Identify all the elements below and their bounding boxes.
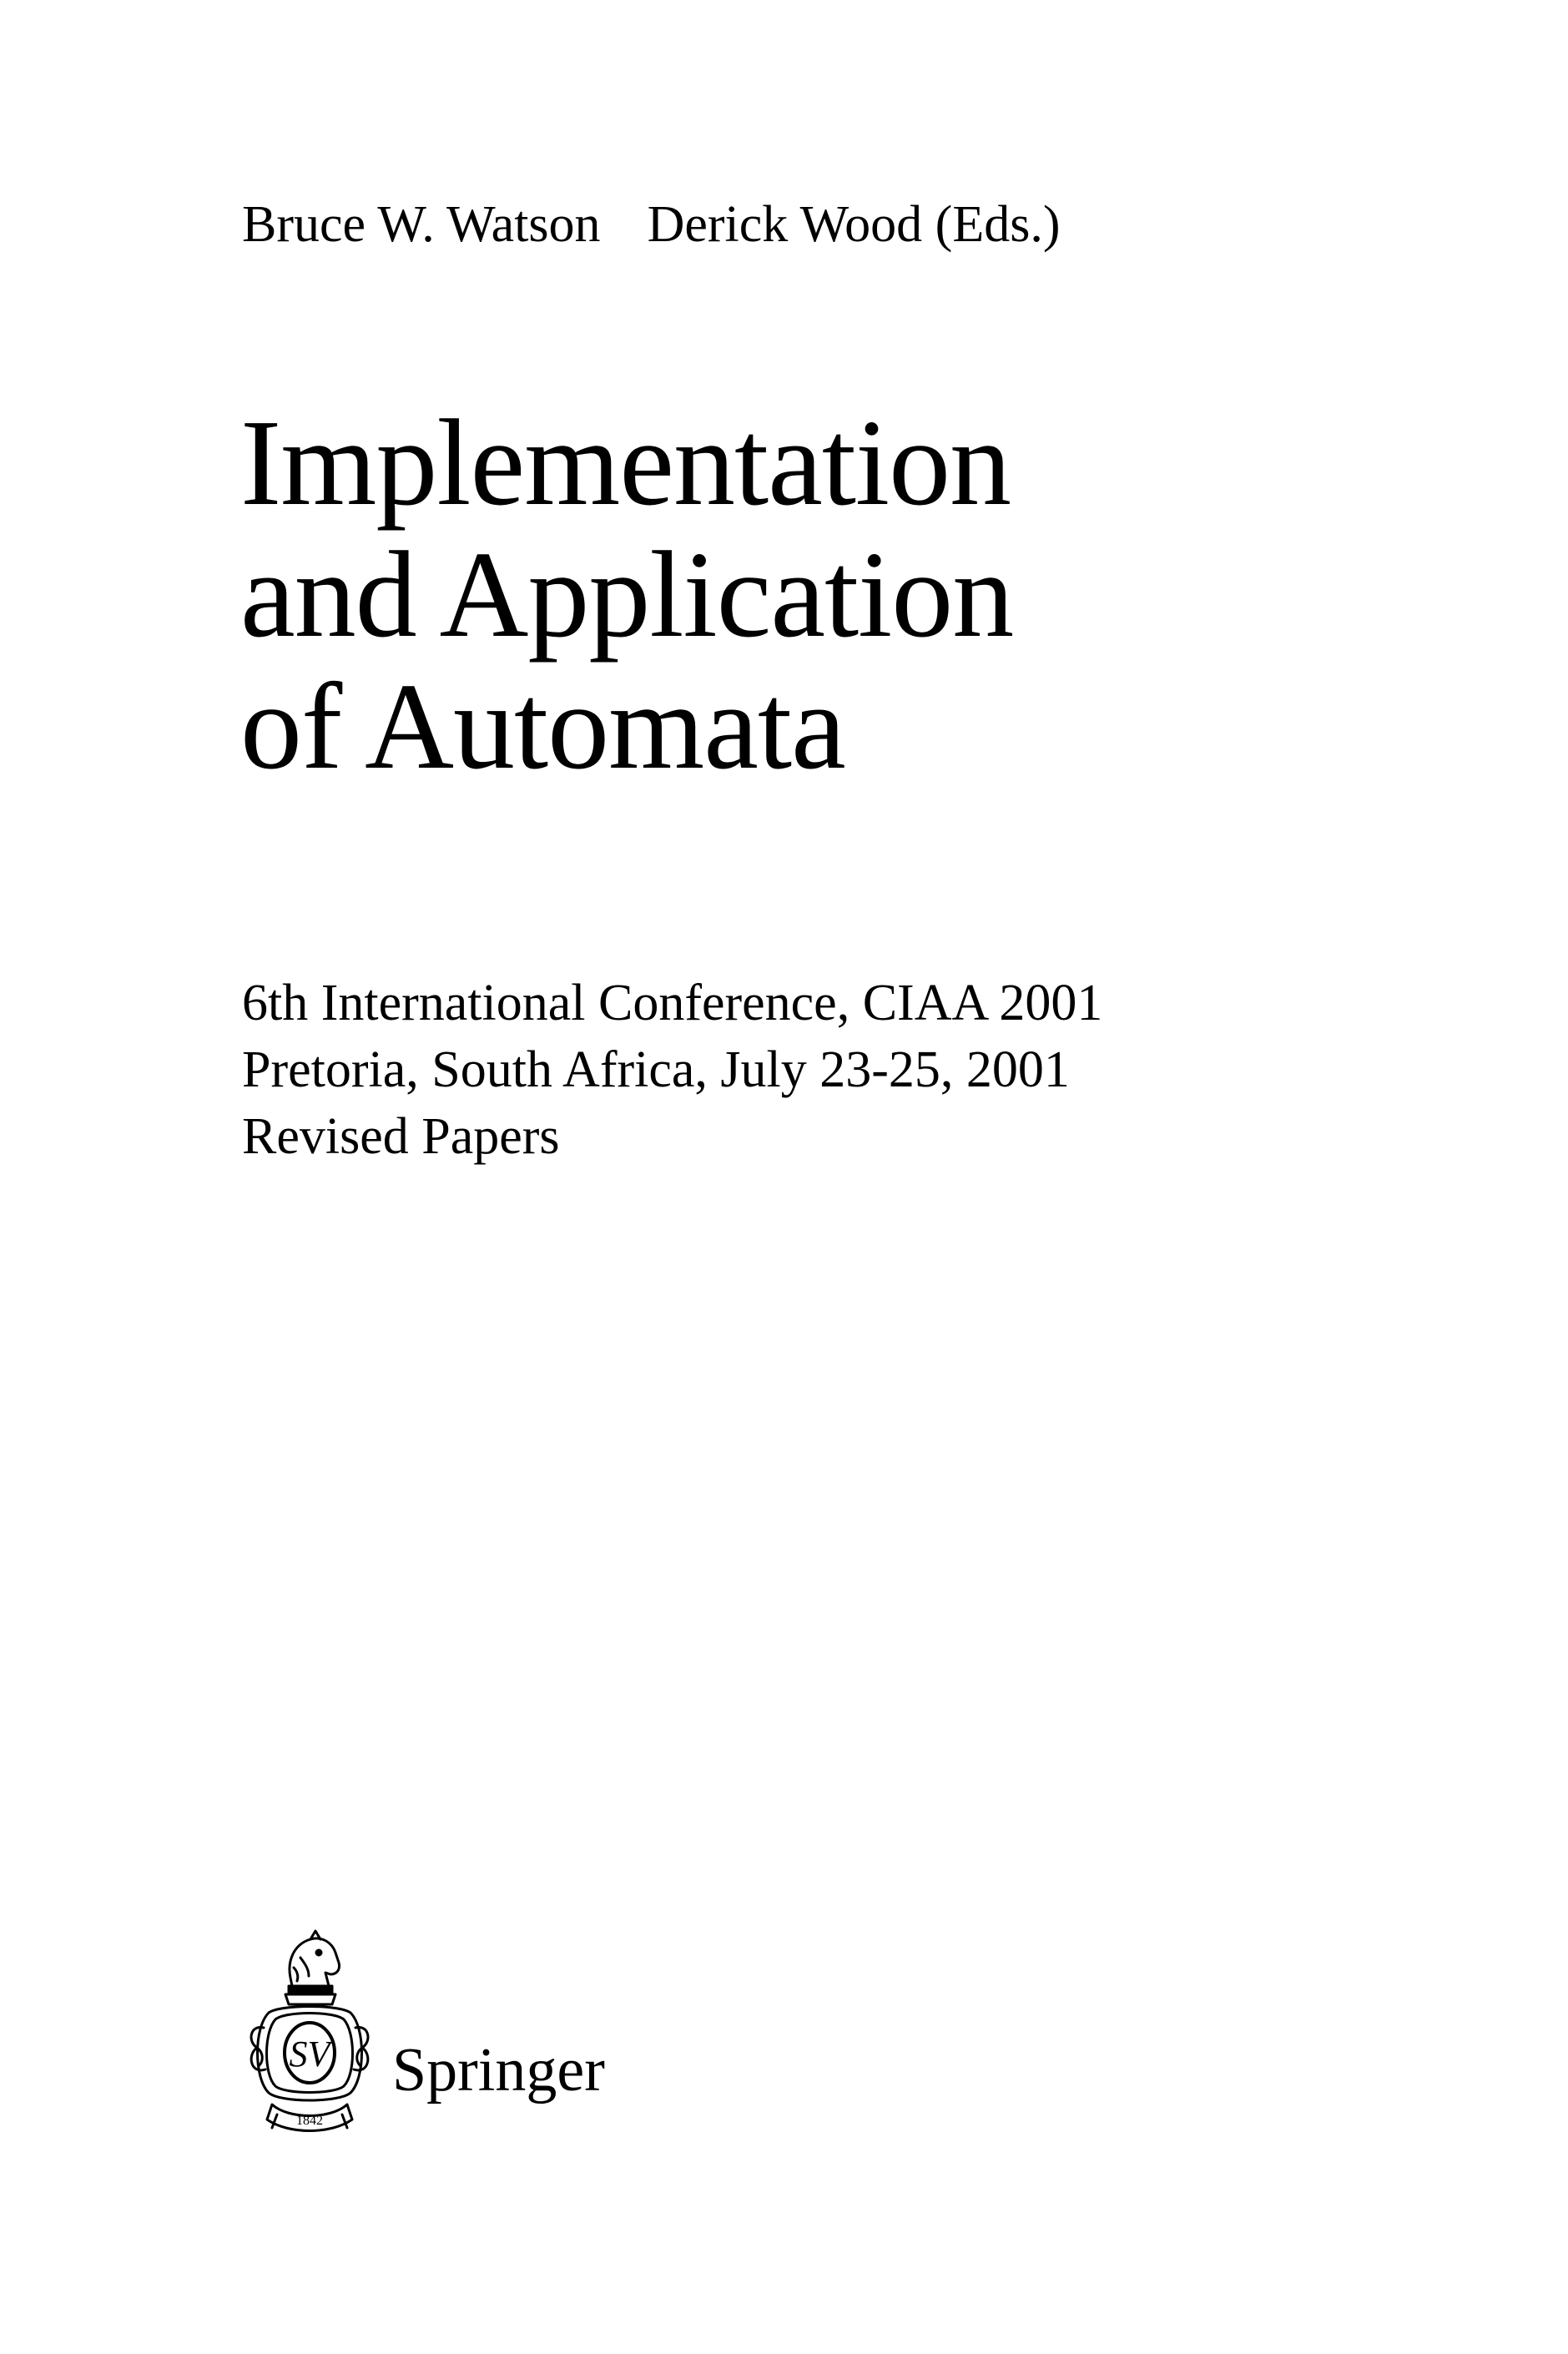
logo-monogram: SV: [289, 2034, 330, 2074]
editors-line: [242, 196, 1061, 253]
conference-subtitle: [242, 970, 1102, 1170]
book-title-line-2: and Application: [240, 527, 1014, 663]
springer-knight-logo-icon: [239, 1928, 381, 2136]
publisher-imprint: [239, 1928, 673, 2145]
book-title-line-3: of Automata: [240, 658, 845, 795]
book-title-line-1: Implementation: [240, 395, 1011, 532]
book-title: [240, 397, 1013, 793]
editor-wood: Derick Wood (Eds.): [647, 196, 1061, 253]
publisher-name: Springer: [392, 2036, 605, 2104]
editor-watson: Bruce W. Watson: [242, 196, 601, 253]
conference-name: 6th International Conference, CIAA 2001: [242, 975, 1103, 1031]
revised-papers-note: Revised Papers: [242, 1108, 560, 1165]
logo-year: 1842: [296, 2114, 323, 2128]
conference-location-dates: Pretoria, South Africa, July 23-25, 2001: [242, 1041, 1070, 1098]
